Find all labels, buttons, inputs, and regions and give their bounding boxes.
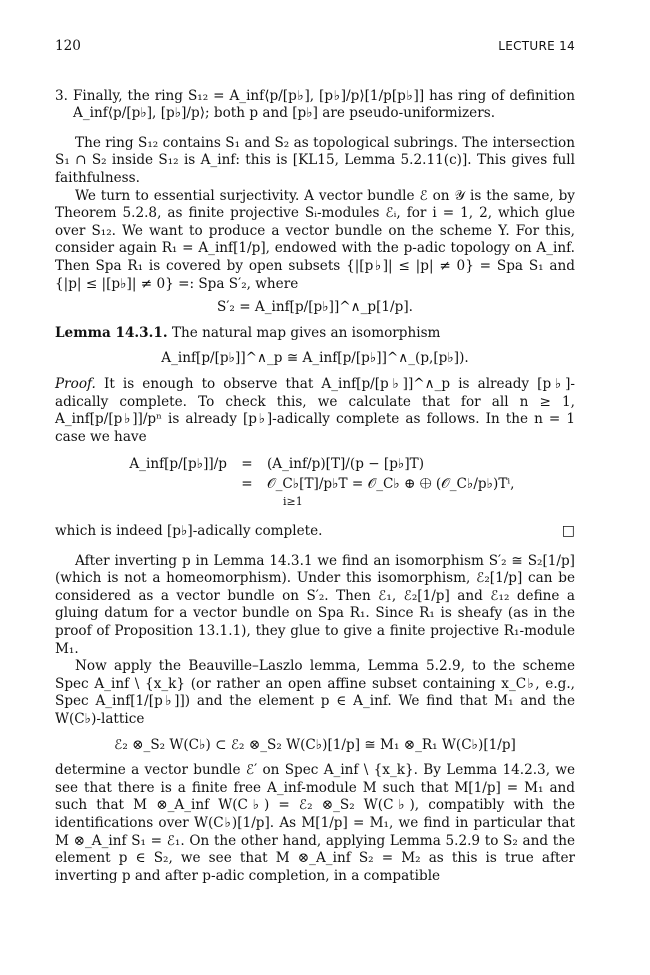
proof-paragraph: [55, 376, 575, 446]
equation-array: [127, 456, 575, 511]
page-number: 120: [55, 38, 81, 54]
display-equation-s2-prime: S′₂ = A_inf[p/[p♭]]^∧_p[1/p].: [217, 299, 413, 316]
equation-lhs: A_inf[p/[p♭]]/p: [129, 456, 227, 473]
paragraph-beauville-laszlo: Now apply the Beauville–Laszlo lemma, Lemma 5.2.9, to the scheme Spec A_inf \ {x_k} (or rather an open affine subset containing x_C♭, e.g., Spec A_inf[1/[p♭]]) and the element p ∈ A_inf. We find that M₁ and the W(C♭)-lattice: [55, 658, 575, 727]
page: [55, 38, 575, 885]
proof-heading: Proof.: [55, 375, 96, 392]
equation-rhs: (A_inf/p)[T]/(p − [p♭]T): [267, 456, 425, 473]
list-item-text: Finally, the ring S₁₂ = A_inf⟨p/[p♭], [p♭]/p⟩[1/p[p♭]] has ring of definition A_inf⟨p/[p♭], [p♭]/p⟩; both p and [p♭] are pseudo-uniformizers.: [73, 87, 575, 122]
lemma-statement: [55, 325, 575, 343]
equation-rhs: 𝒪_C♭[T]/p♭T = 𝒪_C♭ ⊕ ⨁ (𝒪_C♭/p♭)Tⁱ,: [267, 475, 515, 492]
display-equation-lemma: A_inf[p/[p♭]]^∧_p ≅ A_inf[p/[p♭]]^∧_(p,[p♭]).: [161, 350, 469, 367]
equation-relation: =: [241, 456, 253, 473]
direct-sum-index: i≥1: [283, 495, 303, 509]
paragraph-vector-bundle: determine a vector bundle ℰ′ on Spec A_inf \ {x_k}. By Lemma 14.2.3, we see that there is a finite free A_inf-module M such that M[1/p] = M₁ and such that M ⊗_A_inf W(C♭) = ℰ₂ ⊗_S₂ W(C♭), compatibly with the identifications over W(C♭)[1/p]. As M[1/p] = M₁, we find in particular that M ⊗_A_inf S₁ = ℰ₁. On the other hand, applying Lemma 5.2.9 to S₂ and the element p ∈ S₂, we see that M ⊗_A_inf S₂ = M₂ as this is true after inverting p and after p-adic completion, in a compatible: [55, 762, 575, 884]
proof-text: It is enough to observe that A_inf[p/[p♭]]^∧_p is already [p♭]-adically complete. To check this, we calculate that for all n ≥ 1, A_inf[p/[p♭]]/pⁿ is already [p♭]-adically complete as follows. In the n = 1 case we have: [55, 375, 575, 445]
lecture-title: LECTURE 14: [498, 39, 575, 53]
equation-relation: =: [241, 475, 253, 492]
list-item-label: 3.: [55, 87, 68, 104]
qed-symbol: □: [561, 523, 575, 540]
paragraph-inverting-p: After inverting p in Lemma 14.3.1 we find an isomorphism S′₂ ≅ S₂[1/p] (which is not a homeomorphism). Under this isomorphism, ℰ₂[1/p] can be considered as a vector bundle on S′₂. Then ℰ₁, ℰ₂[1/p] and ℰ₁₂ define a gluing datum for a vector bundle on Spa R₁. Since R₁ is sheafy (as in the proof of Proposition 13.1.1), they glue to give a finite projective R₁-module M₁.: [55, 552, 575, 657]
running-head: [55, 38, 575, 56]
lemma-heading: Lemma 14.3.1.: [55, 324, 168, 341]
display-equation-lattice: ℰ₂ ⊗_S₂ W(C♭) ⊂ ℰ₂ ⊗_S₂ W(C♭)[1/p] ≅ M₁ ⊗_R₁ W(C♭)[1/p]: [114, 736, 516, 753]
equation-row-2: [127, 476, 575, 494]
paragraph-intersection: The ring S₁₂ contains S₁ and S₂ as topological subrings. The intersection S₁ ∩ S₂ inside S₁₂ is A_inf: this is [KL15, Lemma 5.2.11(c)]. This gives full faithfulness.: [55, 134, 575, 186]
proof-closing-text: which is indeed [p♭]-adically complete.: [55, 523, 323, 540]
paragraph-essential-surjectivity: We turn to essential surjectivity. A vector bundle ℰ on 𝒴 is the same, by Theorem 5.2.8, as finite projective Sᵢ-modules ℰᵢ, for i = 1, 2, which glue over S₁₂. We want to produce a vector bundle on the scheme Y. For this, consider again R₁ = A_inf[1/p], endowed with the p-adic topology on A_inf. Then Spa R₁ is covered by open subsets {|[p♭]| ≤ |p| ≠ 0} = Spa S₁ and {|p| ≤ |[p♭]| ≠ 0} =: Spa S′₂, where: [55, 187, 575, 292]
lemma-text: The natural map gives an isomorphism: [171, 324, 441, 341]
list-item-3: [55, 88, 575, 123]
proof-closing: [55, 523, 575, 541]
equation-row-1: [127, 456, 575, 474]
